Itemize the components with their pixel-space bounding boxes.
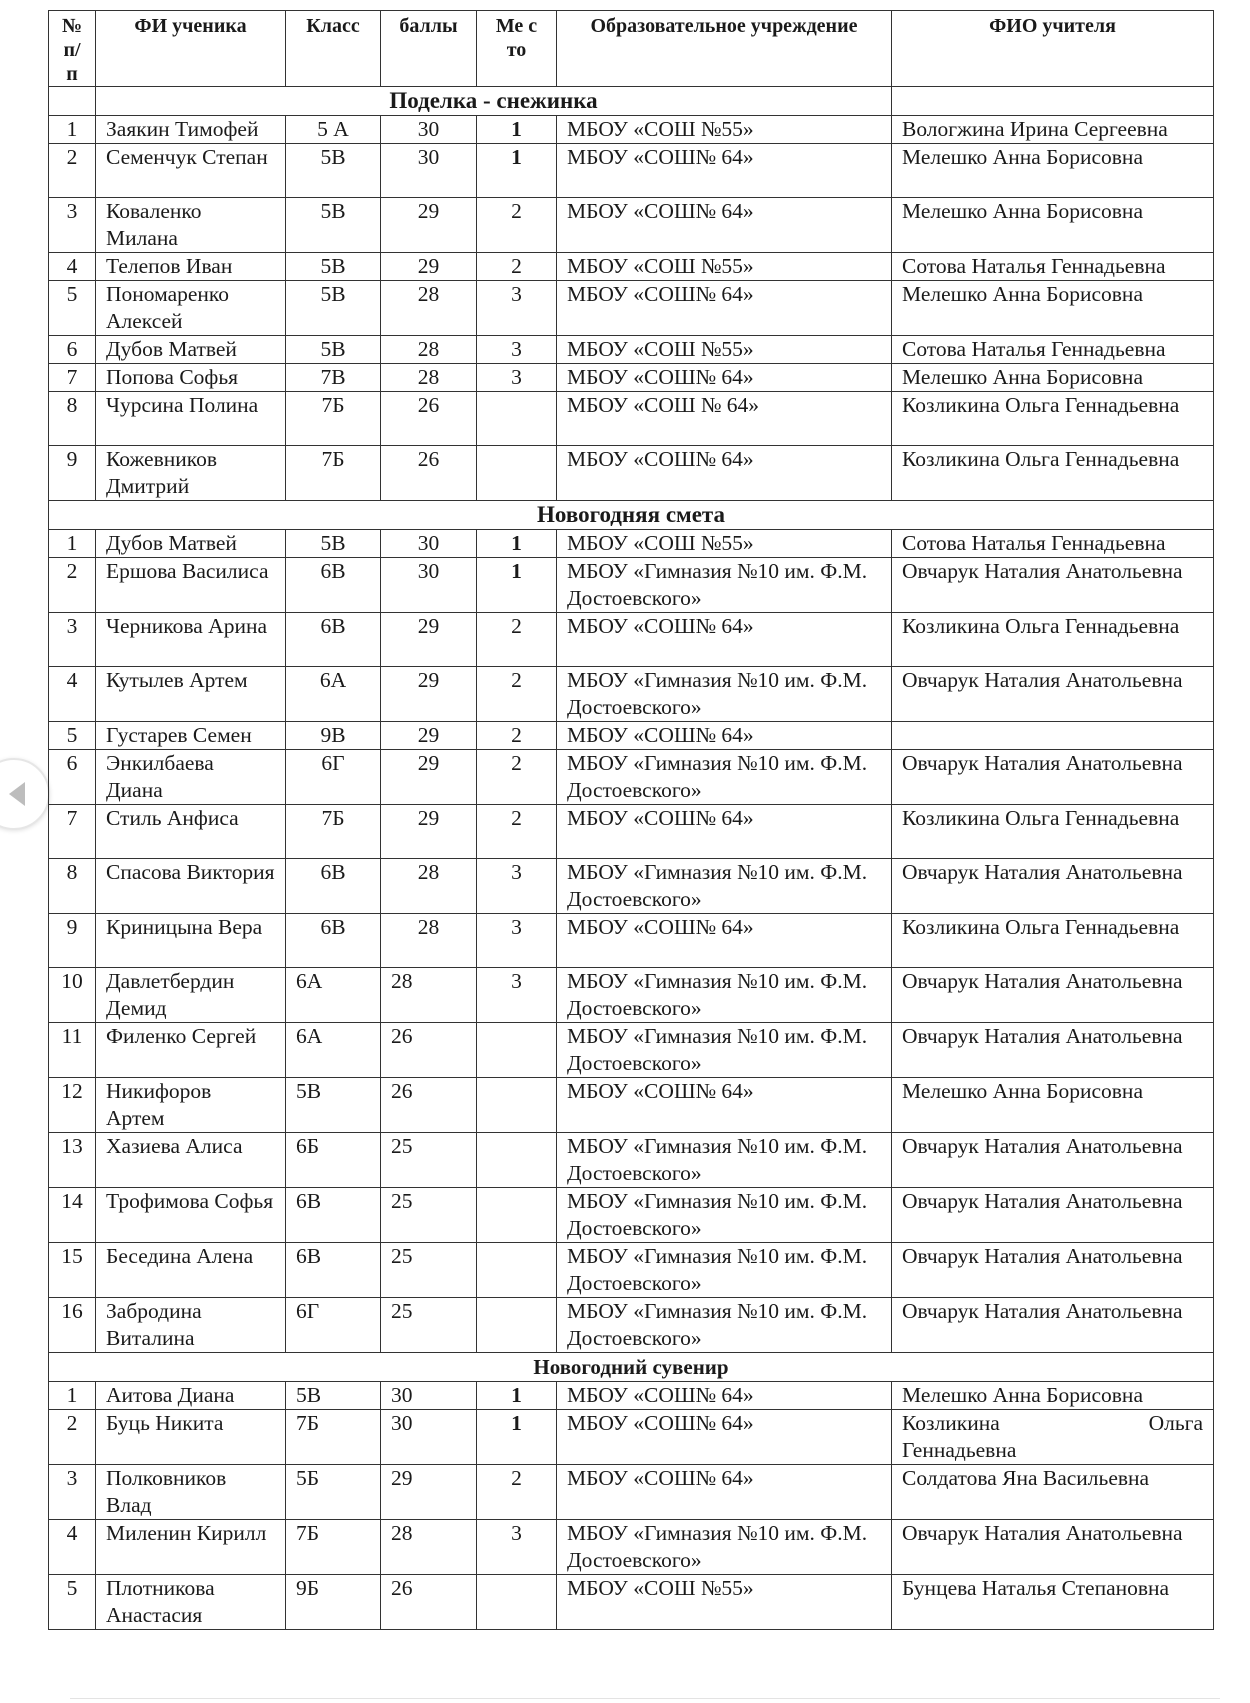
- student-name: Пономаренко Алексей: [96, 281, 286, 336]
- school-name: МБОУ «СОШ№ 64»: [557, 1382, 892, 1410]
- student-name: Миленин Кирилл: [96, 1520, 286, 1575]
- row-number: 13: [49, 1133, 96, 1188]
- student-score: 30: [381, 1410, 477, 1465]
- table-row: [49, 1382, 1214, 1410]
- student-class: 5Б: [286, 1465, 381, 1520]
- school-name: МБОУ «Гимназия №10 им. Ф.М. Достоевского»: [557, 558, 892, 613]
- place-value: 3: [511, 1521, 522, 1545]
- school-name: МБОУ «Гимназия №10 им. Ф.М. Достоевского»: [557, 1023, 892, 1078]
- student-score: 30: [381, 1382, 477, 1410]
- student-class: 5В: [286, 336, 381, 364]
- student-score: 25: [381, 1133, 477, 1188]
- school-name: МБОУ «Гимназия №10 им. Ф.М. Достоевского»: [557, 859, 892, 914]
- teacher-name: Овчарук Наталия Анатольевна: [892, 1188, 1214, 1243]
- student-place: [477, 968, 557, 1023]
- student-class: 6Б: [286, 1133, 381, 1188]
- school-name: МБОУ «СОШ №55»: [557, 253, 892, 281]
- student-name: Никифоров Артем: [96, 1078, 286, 1133]
- student-score: 25: [381, 1188, 477, 1243]
- place-value: 2: [511, 806, 522, 830]
- student-class: 9Б: [286, 1575, 381, 1630]
- place-value: 3: [511, 860, 522, 884]
- table-row: [49, 144, 1214, 198]
- header-num: № п/п: [49, 11, 96, 87]
- place-value: 3: [511, 337, 522, 361]
- bottom-divider: [70, 1698, 1220, 1699]
- table-row: [49, 364, 1214, 392]
- header-class: Класс: [286, 11, 381, 87]
- student-place: [477, 613, 557, 667]
- student-place: [477, 1382, 557, 1410]
- table-row: [49, 253, 1214, 281]
- teacher-name: Сотова Наталья Геннадьевна: [892, 253, 1214, 281]
- place-value: 2: [511, 614, 522, 638]
- table-row: [49, 667, 1214, 722]
- student-place: [477, 116, 557, 144]
- table-row: [49, 1465, 1214, 1520]
- row-number: 2: [49, 1410, 96, 1465]
- student-name: Попова Софья: [96, 364, 286, 392]
- row-number: 3: [49, 1465, 96, 1520]
- teacher-name: Солдатова Яна Васильевна: [892, 1465, 1214, 1520]
- place-value: 2: [511, 751, 522, 775]
- student-class: 5В: [286, 1078, 381, 1133]
- student-place: [477, 144, 557, 198]
- student-score: 29: [381, 613, 477, 667]
- student-name: Полковников Влад: [96, 1465, 286, 1520]
- place-value: 2: [511, 254, 522, 278]
- student-class: 6А: [286, 667, 381, 722]
- student-name: Густарев Семен: [96, 722, 286, 750]
- teacher-name: Овчарук Наталия Анатольевна: [892, 1023, 1214, 1078]
- school-name: МБОУ «СОШ№ 64»: [557, 1465, 892, 1520]
- teacher-name: Козликина Ольга Геннадьевна: [892, 914, 1214, 968]
- student-place: [477, 364, 557, 392]
- student-name: Трофимова Софья: [96, 1188, 286, 1243]
- student-place: [477, 1298, 557, 1353]
- teacher-name: Овчарук Наталия Анатольевна: [892, 1133, 1214, 1188]
- row-number: 4: [49, 253, 96, 281]
- teacher-name: Овчарук Наталия Анатольевна: [892, 1243, 1214, 1298]
- row-number: 7: [49, 364, 96, 392]
- student-place: [477, 530, 557, 558]
- student-place: [477, 1078, 557, 1133]
- student-score: 26: [381, 446, 477, 501]
- student-name: Аитова Диана: [96, 1382, 286, 1410]
- row-number: 1: [49, 530, 96, 558]
- student-score: 28: [381, 859, 477, 914]
- teacher-name: Козликина Ольга Геннадьевна: [892, 613, 1214, 667]
- student-name: Энкилбаева Диана: [96, 750, 286, 805]
- student-name: Коваленко Милана: [96, 198, 286, 253]
- student-name: Беседина Алена: [96, 1243, 286, 1298]
- header-teacher: ФИО учителя: [892, 11, 1214, 87]
- student-score: 28: [381, 364, 477, 392]
- teacher-name: Мелешко Анна Борисовна: [892, 198, 1214, 253]
- student-place: [477, 392, 557, 446]
- place-value: 3: [511, 365, 522, 389]
- row-number: 1: [49, 116, 96, 144]
- school-name: МБОУ «Гимназия №10 им. Ф.М. Достоевского»: [557, 1298, 892, 1353]
- teacher-name: Сотова Наталья Геннадьевна: [892, 530, 1214, 558]
- header-name: ФИ ученика: [96, 11, 286, 87]
- school-name: МБОУ «СОШ №55»: [557, 530, 892, 558]
- student-score: 26: [381, 1078, 477, 1133]
- student-name: Кутылев Артем: [96, 667, 286, 722]
- student-score: 28: [381, 336, 477, 364]
- row-number: 15: [49, 1243, 96, 1298]
- place-value: 3: [511, 915, 522, 939]
- student-name: Кожевников Дмитрий: [96, 446, 286, 501]
- table-row: [49, 116, 1214, 144]
- school-name: МБОУ «Гимназия №10 им. Ф.М. Достоевского»: [557, 750, 892, 805]
- teacher-name: Овчарук Наталия Анатольевна: [892, 859, 1214, 914]
- row-number: 16: [49, 1298, 96, 1353]
- row-number: 9: [49, 446, 96, 501]
- student-class: 6В: [286, 859, 381, 914]
- student-class: 7Б: [286, 446, 381, 501]
- student-class: 6Г: [286, 750, 381, 805]
- table-row: [49, 530, 1214, 558]
- teacher-name: Вологжина Ирина Сергеевна: [892, 116, 1214, 144]
- student-place: [477, 253, 557, 281]
- student-score: 29: [381, 722, 477, 750]
- school-name: МБОУ «СОШ№ 64»: [557, 805, 892, 859]
- table-row: [49, 613, 1214, 667]
- row-number: 5: [49, 1575, 96, 1630]
- row-number: 12: [49, 1078, 96, 1133]
- row-number: 10: [49, 968, 96, 1023]
- row-number: 5: [49, 722, 96, 750]
- school-name: МБОУ «СОШ№ 64»: [557, 281, 892, 336]
- student-score: 25: [381, 1243, 477, 1298]
- row-number: 9: [49, 914, 96, 968]
- student-place: [477, 446, 557, 501]
- student-class: 6В: [286, 1188, 381, 1243]
- student-name: Давлетбердин Демид: [96, 968, 286, 1023]
- table-row: [49, 722, 1214, 750]
- student-name: Плотникова Анастасия: [96, 1575, 286, 1630]
- place-value: 1: [511, 1411, 522, 1435]
- student-score: 28: [381, 914, 477, 968]
- school-name: МБОУ «СОШ№ 64»: [557, 446, 892, 501]
- row-number: 3: [49, 198, 96, 253]
- student-place: [477, 859, 557, 914]
- table-row: [49, 968, 1214, 1023]
- student-score: 30: [381, 558, 477, 613]
- teacher-name: [892, 1410, 1214, 1465]
- student-class: 5В: [286, 1382, 381, 1410]
- row-number: 4: [49, 667, 96, 722]
- place-value: 2: [511, 723, 522, 747]
- header-school: Образовательное учреждение: [557, 11, 892, 87]
- teacher-name: Овчарук Наталия Анатольевна: [892, 750, 1214, 805]
- student-score: 26: [381, 392, 477, 446]
- row-number: 14: [49, 1188, 96, 1243]
- row-number: 11: [49, 1023, 96, 1078]
- school-name: МБОУ «СОШ№ 64»: [557, 198, 892, 253]
- student-name: Спасова Виктория: [96, 859, 286, 914]
- teacher-name: Мелешко Анна Борисовна: [892, 364, 1214, 392]
- student-class: 7Б: [286, 805, 381, 859]
- row-number: 8: [49, 859, 96, 914]
- section-title: Новогодний сувенир: [49, 1353, 1214, 1382]
- student-place: [477, 1243, 557, 1298]
- school-name: МБОУ «СОШ №55»: [557, 116, 892, 144]
- place-value: 2: [511, 1466, 522, 1490]
- table-row: [49, 1133, 1214, 1188]
- student-place: [477, 1133, 557, 1188]
- row-number: 2: [49, 144, 96, 198]
- student-class: 9В: [286, 722, 381, 750]
- student-name: Дубов Матвей: [96, 336, 286, 364]
- teacher-name: Козликина Ольга Геннадьевна: [892, 392, 1214, 446]
- row-number: 5: [49, 281, 96, 336]
- table-row: [49, 1410, 1214, 1465]
- row-number: 4: [49, 1520, 96, 1575]
- student-place: [477, 914, 557, 968]
- student-place: [477, 805, 557, 859]
- student-class: 6В: [286, 1243, 381, 1298]
- teacher-name: Овчарук Наталия Анатольевна: [892, 1298, 1214, 1353]
- table-row: [49, 805, 1214, 859]
- section-title-spacer: [49, 87, 96, 116]
- teacher-name: Мелешко Анна Борисовна: [892, 1078, 1214, 1133]
- school-name: МБОУ «СОШ №55»: [557, 1575, 892, 1630]
- student-name: Ершова Василиса: [96, 558, 286, 613]
- student-place: [477, 558, 557, 613]
- row-number: 1: [49, 1382, 96, 1410]
- student-score: 29: [381, 253, 477, 281]
- school-name: МБОУ «СОШ№ 64»: [557, 364, 892, 392]
- student-place: [477, 1410, 557, 1465]
- school-name: МБОУ «СОШ№ 64»: [557, 914, 892, 968]
- student-name: Стиль Анфиса: [96, 805, 286, 859]
- section-title-spacer: [892, 87, 1214, 116]
- student-class: 6А: [286, 968, 381, 1023]
- student-place: [477, 198, 557, 253]
- school-name: МБОУ «Гимназия №10 им. Ф.М. Достоевского»: [557, 1188, 892, 1243]
- student-name: Семенчук Степан: [96, 144, 286, 198]
- table-row: [49, 1298, 1214, 1353]
- teacher-name: Овчарук Наталия Анатольевна: [892, 968, 1214, 1023]
- student-place: [477, 1575, 557, 1630]
- row-number: 7: [49, 805, 96, 859]
- table-row: [49, 1078, 1214, 1133]
- place-value: 3: [511, 969, 522, 993]
- student-score: 30: [381, 144, 477, 198]
- student-class: 5В: [286, 281, 381, 336]
- student-score: 28: [381, 1520, 477, 1575]
- student-score: 30: [381, 530, 477, 558]
- student-place: [477, 667, 557, 722]
- teacher-name: Мелешко Анна Борисовна: [892, 1382, 1214, 1410]
- student-score: 28: [381, 968, 477, 1023]
- row-number: 6: [49, 750, 96, 805]
- student-score: 29: [381, 667, 477, 722]
- place-value: 1: [511, 1383, 522, 1407]
- student-score: 25: [381, 1298, 477, 1353]
- table-body: [49, 87, 1214, 1630]
- student-class: 6Г: [286, 1298, 381, 1353]
- student-name: Черникова Арина: [96, 613, 286, 667]
- student-score: 28: [381, 281, 477, 336]
- header-score: баллы: [381, 11, 477, 87]
- table-row: [49, 859, 1214, 914]
- student-score: 29: [381, 198, 477, 253]
- teacher-name-line: Козликина Ольга: [902, 1411, 1203, 1435]
- student-score: 26: [381, 1023, 477, 1078]
- student-score: 30: [381, 116, 477, 144]
- table-row: [49, 392, 1214, 446]
- table-header-row: [49, 11, 1214, 87]
- school-name: МБОУ «СОШ№ 64»: [557, 722, 892, 750]
- student-name: Телепов Иван: [96, 253, 286, 281]
- teacher-name: Овчарук Наталия Анатольевна: [892, 667, 1214, 722]
- table-row: [49, 198, 1214, 253]
- student-name: Чурсина Полина: [96, 392, 286, 446]
- student-class: 5В: [286, 198, 381, 253]
- student-place: [477, 1023, 557, 1078]
- student-class: 7Б: [286, 392, 381, 446]
- school-name: МБОУ «СОШ№ 64»: [557, 613, 892, 667]
- student-place: [477, 722, 557, 750]
- table-row: [49, 1243, 1214, 1298]
- place-value: 1: [511, 145, 522, 169]
- place-value: 2: [511, 668, 522, 692]
- row-number: 8: [49, 392, 96, 446]
- place-value: 1: [511, 531, 522, 555]
- table-row: [49, 750, 1214, 805]
- student-class: 6В: [286, 613, 381, 667]
- row-number: 6: [49, 336, 96, 364]
- table-row: [49, 1188, 1214, 1243]
- place-value: 2: [511, 199, 522, 223]
- student-place: [477, 336, 557, 364]
- student-place: [477, 1188, 557, 1243]
- student-class: 6В: [286, 558, 381, 613]
- student-class: 5В: [286, 144, 381, 198]
- header-place: Ме с то: [477, 11, 557, 87]
- student-name: Буць Никита: [96, 1410, 286, 1465]
- student-score: 29: [381, 750, 477, 805]
- student-score: 26: [381, 1575, 477, 1630]
- student-score: 29: [381, 805, 477, 859]
- results-table: [48, 10, 1214, 1630]
- row-number: 2: [49, 558, 96, 613]
- student-name: Забродина Виталина: [96, 1298, 286, 1353]
- student-name: Заякин Тимофей: [96, 116, 286, 144]
- student-name: Дубов Матвей: [96, 530, 286, 558]
- previous-page-arrow-icon[interactable]: [0, 758, 50, 830]
- teacher-name: Мелешко Анна Борисовна: [892, 144, 1214, 198]
- student-class: 7В: [286, 364, 381, 392]
- student-name: Криницына Вера: [96, 914, 286, 968]
- student-place: [477, 281, 557, 336]
- section-title-row: [49, 1353, 1214, 1382]
- table-row: [49, 446, 1214, 501]
- school-name: МБОУ «Гимназия №10 им. Ф.М. Достоевского»: [557, 1520, 892, 1575]
- student-class: 6В: [286, 914, 381, 968]
- school-name: МБОУ «СОШ №55»: [557, 336, 892, 364]
- student-place: [477, 750, 557, 805]
- school-name: МБОУ «СОШ№ 64»: [557, 144, 892, 198]
- school-name: МБОУ «Гимназия №10 им. Ф.М. Достоевского»: [557, 1133, 892, 1188]
- school-name: МБОУ «СОШ № 64»: [557, 392, 892, 446]
- school-name: МБОУ «Гимназия №10 им. Ф.М. Достоевского»: [557, 1243, 892, 1298]
- place-value: 1: [511, 559, 522, 583]
- student-class: 6А: [286, 1023, 381, 1078]
- teacher-name: Бунцева Наталья Степановна: [892, 1575, 1214, 1630]
- section-title-row: [49, 501, 1214, 530]
- student-class: 7Б: [286, 1410, 381, 1465]
- section-title-row: [49, 87, 1214, 116]
- table-row: [49, 558, 1214, 613]
- section-title: Поделка - снежинка: [96, 87, 892, 116]
- table-row: [49, 1023, 1214, 1078]
- teacher-name: Сотова Наталья Геннадьевна: [892, 336, 1214, 364]
- student-class: 5 А: [286, 116, 381, 144]
- student-class: 7Б: [286, 1520, 381, 1575]
- student-class: 5В: [286, 530, 381, 558]
- school-name: МБОУ «Гимназия №10 им. Ф.М. Достоевского»: [557, 667, 892, 722]
- table-row: [49, 336, 1214, 364]
- school-name: МБОУ «СОШ№ 64»: [557, 1078, 892, 1133]
- place-value: 3: [511, 282, 522, 306]
- student-name: Хазиева Алиса: [96, 1133, 286, 1188]
- student-place: [477, 1520, 557, 1575]
- student-place: [477, 1465, 557, 1520]
- teacher-name: Овчарук Наталия Анатольевна: [892, 558, 1214, 613]
- row-number: 3: [49, 613, 96, 667]
- school-name: МБОУ «Гимназия №10 им. Ф.М. Достоевского»: [557, 968, 892, 1023]
- table-row: [49, 1520, 1214, 1575]
- student-name: Филенко Сергей: [96, 1023, 286, 1078]
- teacher-name-line: Геннадьевна: [902, 1438, 1017, 1462]
- teacher-name: Овчарук Наталия Анатольевна: [892, 1520, 1214, 1575]
- teacher-name: Козликина Ольга Геннадьевна: [892, 805, 1214, 859]
- table-row: [49, 1575, 1214, 1630]
- school-name: МБОУ «СОШ№ 64»: [557, 1410, 892, 1465]
- teacher-name: Козликина Ольга Геннадьевна: [892, 446, 1214, 501]
- table-row: [49, 281, 1214, 336]
- section-title: Новогодняя смета: [49, 501, 1214, 530]
- teacher-name: [892, 722, 1214, 750]
- student-class: 5В: [286, 253, 381, 281]
- teacher-name: Мелешко Анна Борисовна: [892, 281, 1214, 336]
- table-row: [49, 914, 1214, 968]
- student-score: 29: [381, 1465, 477, 1520]
- place-value: 1: [511, 117, 522, 141]
